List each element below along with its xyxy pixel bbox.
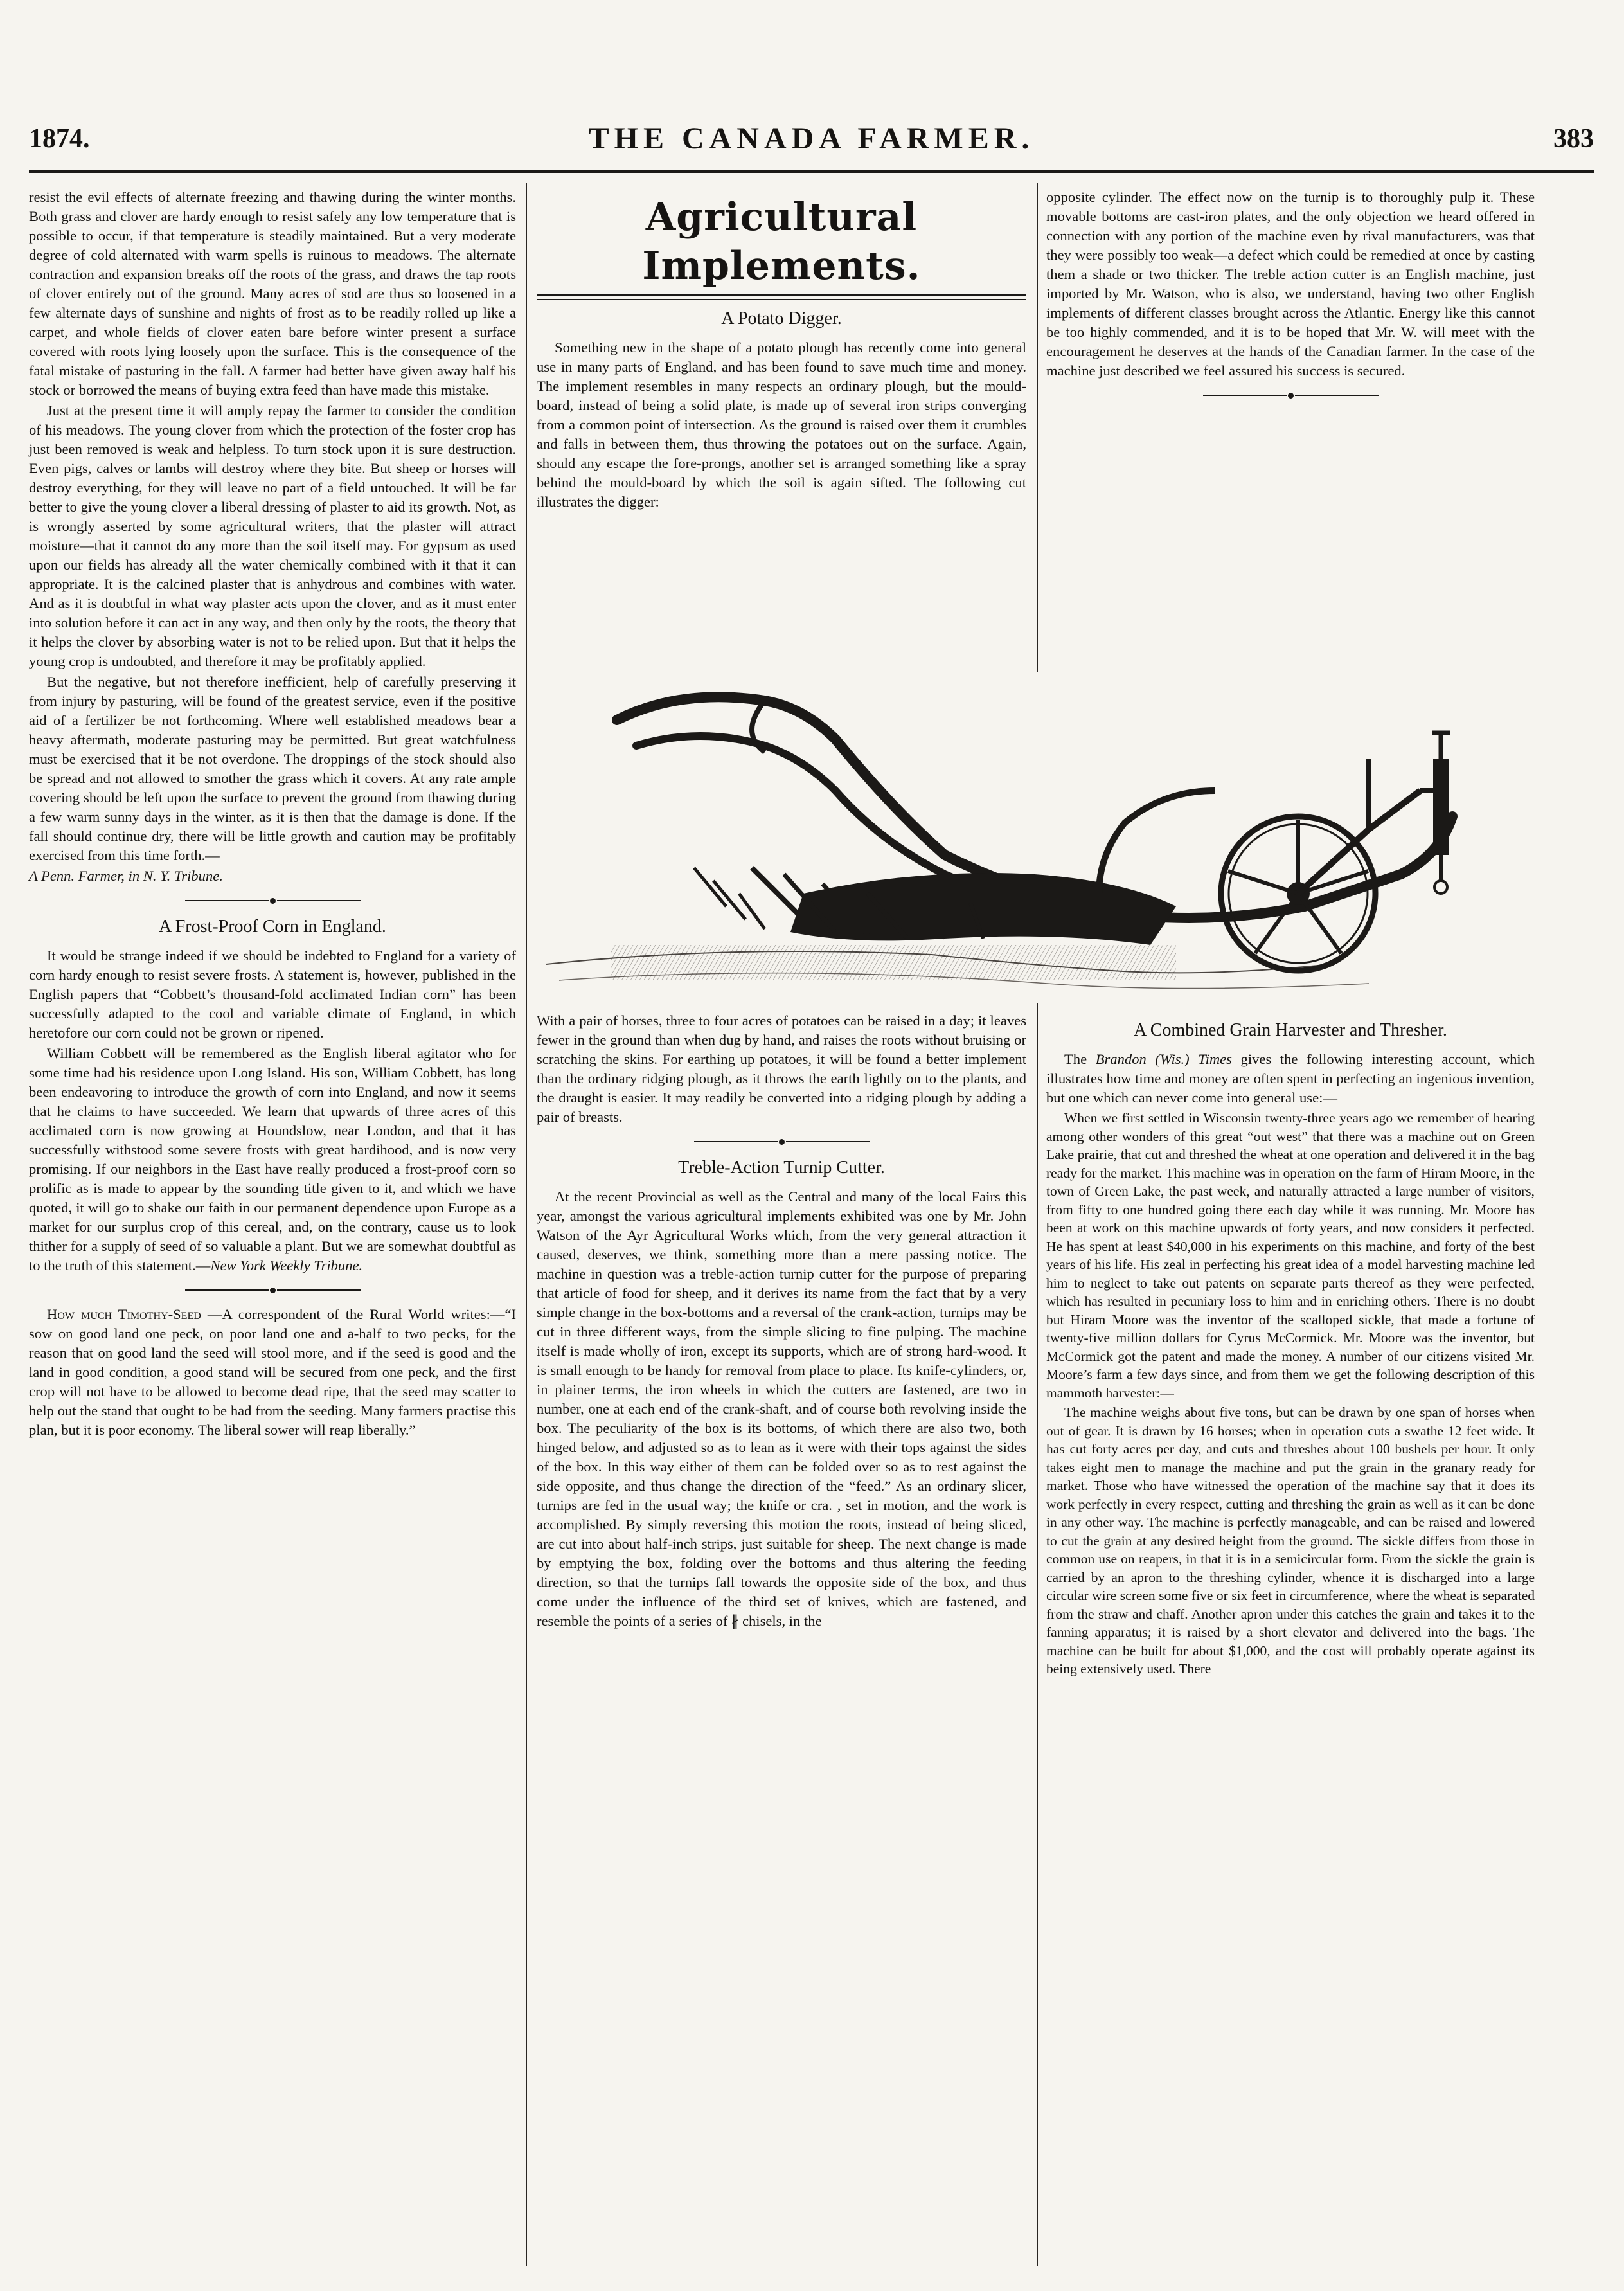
paragraph-text: William Cobbett will be remembered as the English liberal agitator who for some time had his residence upon Long Island. His son, William Cobbett, has long been endeavoring to introduce the growth of corn into England, and now it seems that he claims to have succeeded. We learn that upwards of three acres of this acclimated corn is now growing at Houndslow, near London, and that it has successfully withstood some severe frosts with great hardihood, and is now very promising. If our neighbors in the East have really produced a frost-proof corn so prolific as is made to appear by the sounding title given to it, and which we have quoted, it will go to shake our faith in our permanent dependence upon Europe as a market for our surplus crop of this cereal, and, on the contrary, cause us to look thither for a supply of seed of so valuable a plant. But we are somewhat doubtful as to the truth of this statement.—: [29, 1045, 516, 1273]
article-credit: New York Weekly Tribune.: [210, 1257, 363, 1273]
column-2-upper: [537, 188, 1026, 513]
page-number: 383: [1553, 124, 1594, 154]
article-paragraph: opposite cylinder. The effect now on the turnip is to thoroughly pulp it. These movable bottoms are cast-iron plates, and the only objection we heard offered in connection with any portion of the machine even by rival manufacturers, was that they were possibly too weak—a defect which could be remedied at once by casting them a shade or two thicker. The treble action cutter is an English machine, just imported by Mr. Watson, who is also, we understand, having two other English implements of different classes brought across the Atlantic. Energy like this cannot be too highly commended, and it is to be hoped that Mr. W. will meet with the encouragement he deserves at the hands of the Canadian farmer. In the case of the machine just described we feel assured his success is secured.: [1046, 189, 1535, 379]
column-rule-right-lower: [1037, 1003, 1038, 2266]
article-paragraph: [1046, 1050, 1535, 1108]
plough-engraving-icon: [533, 662, 1536, 1003]
article-paragraph: resist the evil effects of alternate freezing and thawing during the winter months. Both grass and clover are hardy enough to resist safely any low temperature that is possible to occur, if that temperature is steadily maintained. But a very moderate degree of cold alternated with warm spells is ruinous to meadows. The alternate contraction and expansion breaks off the roots of the grass, and draws the tap roots of clover entirely out of the ground. Many acres of sod are thus so loosened in a few alternate days of sunshine and nights of frost as to be readily rolled up like a carpet, and whole fields of clover eaten bare before winter present a surface covered with roots lying loosely upon the surface. This is the consequence of the fatal mistake of pasturing in the fall. A farmer had better have given away half his stock or borrowed the means of buying extra feed than have made this mistake.: [29, 189, 516, 398]
source-name: Brandon (Wis.) Times: [1095, 1051, 1232, 1067]
article-heading: A Potato Digger.: [721, 309, 842, 328]
paragraph-text: The: [1064, 1051, 1096, 1067]
article-paragraph: With a pair of horses, three to four acres of potatoes can be raised in a day; it leaves fewer in the ground than when dug by hand, and raises the roots without bruising or scratching the skins. For earthing up potatoes, it will be found a better implement than the ordinary ridging plough, as it throws the earth lightly on to the plants, and the draught is easier. It may readily be converted into a ridging plough by adding a pair of breasts.: [537, 1012, 1026, 1125]
section-divider: [537, 1135, 1026, 1149]
column-rule-left: [526, 183, 527, 2266]
article-paragraph: [29, 1044, 516, 1275]
column-rule-right-upper: [1037, 183, 1038, 672]
article-credit: A Penn. Farmer, in N. Y. Tribune.: [29, 868, 223, 884]
paragraph-text: —A correspondent of the Rural World writes:—“I sow on good land one peck, on poor land one and a-half to two pecks, for the reason that on good land the seed will stool more, and if the seed is good and the land in good condition, a good stand will be secured from one peck, and the first crop will not have to be allowed to become dead ripe, that the seed may scatter to help out the stand that ought to be had from the seeding. Many farmers practise this plan, but it is poor economy. The liberal sower will reap liberally.”: [29, 1306, 516, 1438]
article-heading: A Combined Grain Harvester and Thresher.: [1134, 1020, 1447, 1040]
article-paragraph: It would be strange indeed if we should be indebted to England for a variety of corn hardy enough to resist severe frosts. A statement is, however, published in the English papers that “Cobbett’s thousand-fold acclimated Indian corn” has been successfully adapted to the cool and variable climate of England, in which heretofore our corn could not be grown or ripened.: [29, 948, 516, 1041]
article-paragraph: Something new in the shape of a potato plough has recently come into general use in many parts of England, and has been found to save much time and money. The implement resembles in many respects an ordinary plough, but the mould-board, instead of being a solid plate, is made up of several iron strips converging from a common point of intersection. As the ground is raised over them it crumbles and falls in between them, thus throwing the potatoes out on the surface. Again, should any escape the fore-prongs, another set is arranged something like a spray behind the mould-board by which the soil is again sifted. The following cut illustrates the digger:: [537, 339, 1026, 510]
column-2-lower: [537, 1011, 1026, 1632]
article-paragraph: The machine weighs about five tons, but can be drawn by one span of horses when out of gear. It is drawn by 16 horses; when in operation cuts a swathe 12 feet wide. It has cut forty acres per day, and cuts and threshes about 100 bushels per hour. It only takes eight men to manage the machine and put the grain in the granary ready for market. Those who have witnessed the operation of the machine say that it does its work perfectly in every respect, cutting and threshing the grain as well as it can be done in any other way. The machine is perfectly manageable, and can be raised and lowered to cut the grain at any desired height from the ground. The sickle differs from those in common use on reapers, in that it is in a semicircular form. From the sickle the grain is carried by an apron to the threshing cylinder, whence it is discharged into a large circular wire screen some five or six feet in circumference, where the wheat is separated from the straw and chaff. Another apron under this catches the grain and takes it to the fanning apparatus; it is raised by a short elevator and delivered into the bags. The machine can be built for about $1,000, and the cost will probably operate against its being extensively used. There: [1046, 1405, 1535, 1676]
paragraph-text: gives the following interesting account, which illustrates how time and money are often spent in perfecting an ingenious invention, but one which can never come into general use:—: [1046, 1051, 1535, 1106]
masthead-title: THE CANADA FARMER.: [588, 121, 1035, 156]
section-title: Agricultural Implements.: [642, 195, 921, 289]
section-divider: [1046, 388, 1535, 402]
paragraph-lead: How much Timothy-Seed: [47, 1306, 201, 1322]
potato-digger-illustration: [533, 662, 1536, 1003]
article-paragraph: Just at the present time it will amply repay the farmer to consider the condition of his meadows. The young clover from which the protection of the foster crop has just been removed is weak and helpless. To turn stock upon it is sure destruction. Even pigs, calves or lambs will destroy where they bite. But sheep or horses will destroy everything, for they will leave no part of a field untouched. It will be far better to give the young clover a liberal dressing of plaster to aid its growth. Not, as is wrongly asserted by some agricultural writers, that the plaster will attract moisture—that it cannot do any more than the soil itself may. For gypsum as used upon our fields has already all the water chemically combined with it that it can appropriate. It is the calcined plaster that is anhydrous and combines with water. And as it is doubtful in what way plaster acts upon the clover, and as it must enter into solution before it can act in any way, and then only by the roots, the theory that it helps the clover by absorbing water is not to be relied upon. But that it helps the young crop is undoubted, and therefore it may be profitably applied.: [29, 402, 516, 669]
running-head: [29, 121, 1594, 179]
column-3-lower: [1046, 1011, 1535, 1680]
issue-year: 1874.: [29, 124, 90, 154]
column-3-upper: [1046, 188, 1535, 410]
section-divider: [29, 1283, 516, 1297]
article-heading: A Frost-Proof Corn in England.: [159, 917, 386, 937]
section-divider: [29, 894, 516, 908]
title-rule: [537, 294, 1026, 300]
article-paragraph: [29, 1305, 516, 1440]
header-rule: [29, 170, 1594, 173]
article-paragraph: At the recent Provincial as well as the Central and many of the local Fairs this year, amongst the various agricultural implements exhibited was one by Mr. John Watson of the Ayr Agricultural Works which, from the very general attraction it caused, deserves, we think, something more than a mere passing notice. The machine in question was a treble-action turnip cutter for the purpose of preparing that article of food for sheep, and it derives its name from the fact that by a very simple change in the box-bottoms and a reversal of the crank-action, turnips may be cut in three different ways, from the simple slicing to fine pulping. The machine itself is made wholly of iron, except its supports, which are of strong hard-wood. It is small enough to be handy for removal from place to place. Its knife-cylinders, or, in plainer terms, the iron wheels in which the cutters are fastened, are two in number, one at each end of the crank-shaft, and of course both revolving inside the box. The peculiarity of the box is its bottoms, of which there are also two, both hinged below, and adjusted so as to lean as it were with their tops against the sides of the box. In this way either of them can be folded over so as to rest against the side opposite, and thus change the direction of the “feed.” As an ordinary slicer, turnips are fed in the usual way; the knife or cra. , set in motion, and the work is accomplished. By simply reversing this motion the roots, instead of being sliced, are cut into about half-inch strips, just suitable for sheep. The next change is made by emptying the box, folding over the bottoms and thus altering the feeding direction, so that the turnips fall towards the opposite side of the box, and thus come under the influence of the third set of knives, which are fastened, and resemble the points of a series of ∦ chisels, in the: [537, 1189, 1026, 1629]
article-paragraph: When we first settled in Wisconsin twenty-three years ago we remember of hearing among other wonders of this great “out west” that there was a machine out on Green Lake prairie, that cut and threshed the wheat at one operation and delivered it in the bag ready for the market. This machine was in operation on the farm of Hiram Moore, in the town of Green Lake, the past week, and naturally attracted a large number of visitors, from fifty to one hundred going there each day while it was running. Mr. Moore has been at work on this machine upwards of forty years, and now considers it perfected. He has spent at least $40,000 in his experiments on this machine, and forty of the best years of his life. His zeal in perfecting his great idea of a model harvesting machine led him to neglect to take out patents on separate parts thereof as they were perfected, which has resulted in pecuniary loss to him and in enriching others. There is no doubt but Hiram Moore was the inventor of the scalloped sickle, that made a fortune of twenty-five million dollars for Cyrus McCormick. Mr. Moore was the inventor, but McCormick got the patent and made the money. A number of our citizens visited Mr. Moore’s farm a few days since, and from them we get the following description of this mammoth harvester:—: [1046, 1110, 1535, 1401]
article-heading: Treble-Action Turnip Cutter.: [678, 1158, 885, 1178]
column-1: [29, 188, 516, 1441]
article-paragraph: But the negative, but not therefore inefficient, help of carefully preserving it from injury by pasturing, will be found of the greatest service, even if the positive aid of a fertilizer be not forthcoming. Where well established meadows bear a heavy aftermath, moderate pasturing may be permitted. But great watchfulness must be exercised that it be not overdone. The droppings of the stock should also be spread and not allowed to smother the grass which it covers. At any rate ample covering should be left upon the surface to prevent the ground from thawing during a few warm sunny days in the winter, as it is then that the damage is done. If the fall should continue dry, there will be little growth and caution may be profitably exercised from this time forth.—: [29, 674, 516, 863]
